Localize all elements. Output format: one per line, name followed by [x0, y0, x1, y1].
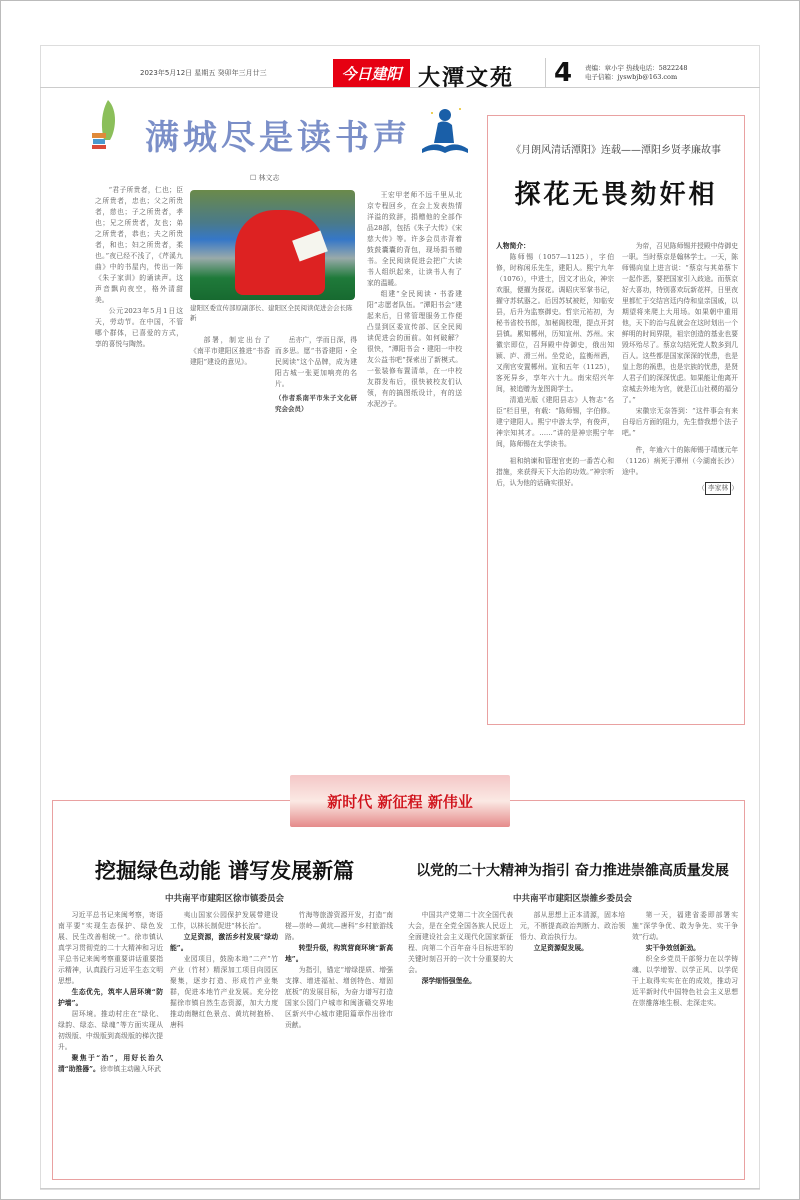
subheading: 深学细悟强堡垒。 [421, 977, 476, 985]
subheading: 生态优先，筑牢人居环境“防护墙”。 [58, 988, 163, 1007]
subheading: 立足资源促发展。 [533, 944, 588, 952]
signature-line: （ 李家林 ） [622, 482, 738, 495]
article-column-2 [622, 241, 738, 495]
article-title-party: 以党的二十大精神为指引 奋力推进崇雒高质量发展 [416, 863, 729, 879]
subheading: 实干争效创新劲。 [645, 944, 700, 952]
paragraph: 为帝，召见陈师锡并授殿中侍御史一职。当时蔡京是翰林学士。一天，陈师锡向皇上进言说：“蔡京与其弟蔡卞一起作恶，要把国家引入歧途。而蔡京好大喜功，特别喜欢玩新花样，日里夜里都忙于交结宫廷内侍和皇亲国戚，以期望将来爬上大用场。如果朝中重用他，天下的治与乱就会在这时划出一个鲜明的时间界限，祖宗创造的基业也要毁坏殆尽了。蔡京勾结死党人数多到几百人。这些都是国家深深的忧患，也是皇上您的祸患，也是宗族的忧患，是贤人君子们的深深忧虑。如果能让他离开京城去外地为官，就是江山社稷的福分了。” [622, 242, 738, 404]
article-column-2 [190, 335, 270, 368]
intro-paragraph: 陈师锡（1057—1125），字伯修，时称闲乐先生，建阳人。熙宁九年（1076），中进士，因文才出众，神宗欢服，便擢为探花。调昭庆军掌书记，擢守苏轼器之。后因苏轼被贬，知临安县，后升为监察御史。哲宗元祐初，为秘书省校书郎，加秘阁校理，提点开封县镇。累知郴州，历知宣州、苏州。宋徽宗即位，召拜殿中侍御史，俄出知颍、庐、滑三州。坐党论，监衡州酒，又削官安置郴州。宣和五年（1125），客死异乡，享年六十九。南宋绍兴年间，被追赠为龙图阁学士。 [496, 253, 614, 393]
article-reading [95, 95, 480, 725]
article-title-green: 挖掘绿色动能 谱写发展新篇 [94, 858, 355, 883]
reading-child-icon [420, 105, 470, 155]
article4-column-3 [632, 910, 738, 1009]
article4-column-2 [520, 910, 625, 954]
subheading: 立足资源，激活乡村发展“绿动能”。 [170, 933, 278, 952]
article-org: 中共南平市建阳区徐市镇委员会 [164, 894, 284, 904]
author-signature: 李家林 [705, 482, 731, 495]
article-story-box [487, 115, 745, 725]
books-plant-icon [90, 95, 120, 150]
editor-info [585, 64, 688, 82]
article-title: 满城尽是读书声 [145, 118, 411, 158]
article3-column-3 [285, 910, 393, 1031]
paragraph: 习近平总书记来闽考察，寄语南平要“实现生态保护、绿色发展、民生改善相统一”。徐市镇认真学习贯彻党的二十大精神和习近平总书记来闽考察重要讲话重要指示精神，认真践行习近平生态文明思想。 [58, 911, 163, 985]
editor-line: 责编：章小宇 热线电话：5822248 [585, 64, 688, 72]
title-banner [95, 95, 480, 182]
paragraph: 公元2023年5月1日这天，劳动节。在中国，不管哪个群体，已喜爱的方式，享的喜悦与陶然。 [95, 307, 183, 348]
paragraph: 织全乡党员干部努力在以学铸魂、以学增智、以学正风、以学促干上取得实实在在的成效，推动习近平新时代中国特色社会主义思想在崇雒落地生根、走深走实。 [632, 955, 738, 1007]
article-org: 中共南平市建阳区崇雒乡委员会 [512, 894, 632, 904]
paragraph: 居环境。推动村庄在“绿化、绿韵、绿态、绿魂”等方面实现从初级版、中级版到高级版的梯次提升。 [58, 1010, 163, 1051]
paragraph: 竹海等旅游资源开发，打造“南槎—崇岭—黄坑—唐科”乡村旅游线路。 [285, 911, 393, 941]
paragraph: “君子所贵者，仁也；臣之所贵者，忠也；父之所贵者，慈也；子之所贵者，孝也；兄之所贵者，友也；弟之所贵者，恭也；夫之所贵者，和也；妇之所贵者，柔也。”夜已经不浅了，《芹溪九曲》中的书屋内，传出一阵《朱子家训》的诵读声。这声音飘向夜空，格外清甜美。 [95, 186, 183, 304]
paragraph: 业园项目，鼓励本地“二产”竹产业（竹材）精深加工项目向园区聚集，逐步打造、形成竹产业集群，促进本地竹产业发展。充分挖掘徐市镇自然生态资源，加大力度推动南糖红色景点、黄坑树抱桥、唐科 [170, 955, 278, 1029]
section-name: 大潭文苑 [418, 65, 515, 91]
paragraph: 清道光版《建阳县志》人物志“名臣”栏目里，有载：“陈师锡，字伯修。建宁建阳人。熙宁中游太学，有俊声，神宗知其才。……”讲的是神宗熙宁年间，陈师锡在太学读书。 [496, 396, 614, 448]
paragraph: 岳亦广，学而日深，得而多思。愿“书香建阳・全民阅读”这个品牌，成为建阳古城一张更加响亮的名片。 [275, 336, 357, 388]
paragraph: 祖和纳谏和管理官吏的一番苦心和措施，来获得天下大治的功效。”神宗听后，认为他的话确实很好。 [496, 457, 614, 487]
reading-girl-photo [190, 190, 355, 300]
article-column-4 [367, 190, 462, 410]
paragraph: 组建“全民阅读・书香建阳”志愿者队伍。“潭阳书会”建起来后，日常管理服务工作便凸显到区委宣传部、区全民阅读促进会的面前。如何破解？很快，“潭阳书会・建阳一中校友公益书吧”探索出了新模式。一张装修布置清单，在一中校友群发布后，很快被校友们认领，有的搞图纸设计，有的送水泥沙子。 [367, 290, 462, 408]
paragraph: 王宏甲老师不远千里从北京专程回乡，在会上发表热情洋溢的致辞，捐赠他的全部作品28部，包括《朱子大传》《宋慈大传》等。许多会员亦背着鼓鼓囊囊的背包，现场捐书赠书。全民阅读促进会把广大读书人组织起来，让读书人有了家的温暖。 [367, 191, 462, 287]
paragraph: 徐市镇主动融入环武 [99, 1065, 161, 1073]
article-title: 探花无畏劾奸相 [514, 180, 718, 210]
article-column-1 [496, 241, 614, 489]
article-column-3 [275, 335, 357, 415]
intro-label: 人物简介： [496, 242, 530, 250]
paragraph: 为指引，锚定“增绿提质、增强支撑、增进福祉、增创特色、增固底板”的发展目标，为奋力谱写打造国家公园门户城市和闽浙赣交界地区新兴中心城市建阳篇章作出徐市贡献。 [285, 966, 393, 1029]
issue-date: 2023年5月12日 星期五 癸卯年三月廿三 [140, 69, 267, 77]
paragraph: 件，年逾六十的陈师锡于靖康元年（1126）病死于潭州（今湖南长沙）途中。 [622, 446, 738, 476]
article-column-1 [95, 185, 183, 350]
author-note: （作者系南平市朱子文化研究会会员） [275, 394, 357, 413]
page-number: 4 [545, 58, 572, 88]
subheading: 转型升级，构筑营商环境“新高地”。 [285, 944, 393, 963]
paragraph: 第一天，福建省委即部署实施“深学争优、敢为争先、实干争效”行动。 [632, 911, 738, 941]
author-name: 林文志 [258, 174, 280, 182]
paragraph: 部从思想上正本清源，固本培元，不断提高政治判断力、政治领悟力、政治执行力。 [520, 911, 625, 941]
article3-column-2 [170, 910, 278, 1031]
series-kicker: 《月朗风清话潭阳》连载——潭阳乡贤孝廉故事 [511, 145, 721, 156]
photo-caption: 建阳区委宣传部原副部长、建阳区全民阅读促进会会长陈新 [190, 304, 353, 322]
page-bottom-rule [40, 1188, 760, 1189]
article3-column-1 [58, 910, 163, 1075]
theme-banner: 新时代 新征程 新伟业 [290, 775, 510, 827]
author-byline: ☐ 林文志 [250, 174, 280, 182]
paragraph: 部署，制定出台了《南平市建阳区推进“书香建阳”建设的意见》。 [190, 336, 270, 366]
email-line: 电子信箱：jyswbjb@163.com [585, 73, 678, 81]
paragraph: 中国共产党第二十次全国代表大会，是在全党全国各族人民迈上全面建设社会主义现代化国家新征程、向第二个百年奋斗目标进军的关键时刻召开的一次十分重要的大会。 [408, 911, 513, 974]
paragraph: 夷山国家公园保护发展带建设工作，以林长制促进“林长治”。 [170, 911, 278, 930]
subheading: 聚焦于“治”，用好长治久清“助推器”。 [58, 1054, 163, 1073]
paragraph: 宋徽宗无奈答到：“这件事会有来自母后方面的阻力，先生替我想个法子吧。” [622, 407, 738, 437]
masthead [40, 58, 760, 91]
article4-column-1 [408, 910, 513, 987]
newspaper-logo: 今日建阳 [333, 59, 410, 87]
